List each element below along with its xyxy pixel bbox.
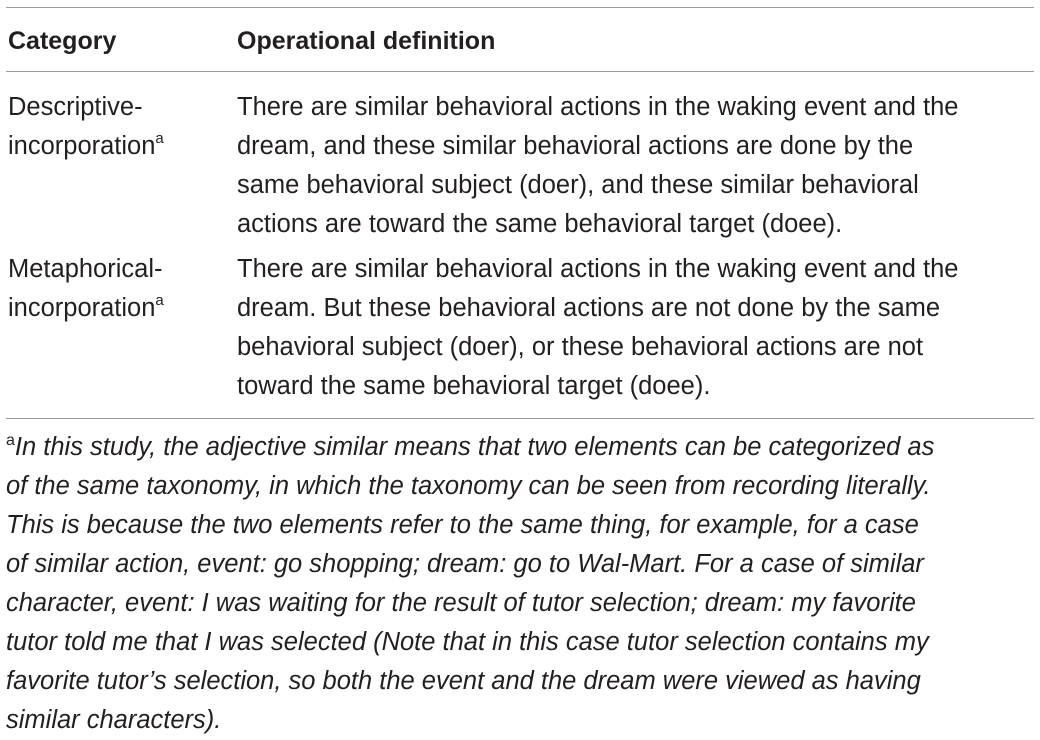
header-category: Category	[8, 27, 117, 55]
category-line	[8, 127, 233, 166]
definition-line: dream, and these similar behavioral actions are done by the	[237, 132, 914, 160]
definition-line: There are similar behavioral actions in the waking event and the	[237, 93, 959, 121]
footnote-line: favorite tutor’s selection, so both the event and the dream were viewed as having	[6, 667, 921, 695]
category-line: Metaphorical-	[8, 255, 163, 283]
definition-line: There are similar behavioral actions in the waking event and the	[237, 255, 959, 283]
category-text: incorporation	[8, 132, 156, 160]
definition-cell	[237, 88, 1037, 244]
definition-line: dream. But these behavioral actions are not done by the same	[237, 294, 941, 322]
footnote-line: of similar action, event: go shopping; dream: go to Wal-Mart. For a case of similar	[6, 550, 924, 578]
footnote-marker: a	[155, 130, 164, 147]
category-cell	[8, 88, 233, 166]
definition-line: same behavioral subject (doer), and these similar behavioral	[237, 171, 919, 199]
category-line	[8, 289, 233, 328]
definition-cell	[237, 250, 1037, 406]
footnote-line: character, event: I was waiting for the result of tutor selection; dream: my favorite	[6, 589, 916, 617]
footnote-line: tutor told me that I was selected (Note that in this case tutor selection contains my	[6, 628, 929, 656]
definition-line: actions are toward the same behavioral target (doee).	[237, 210, 843, 238]
top-rule	[6, 7, 1034, 8]
definition-line: behavioral subject (doer), or these behavioral actions are not	[237, 333, 924, 361]
footnote-text: In this study, the adjective similar means that two elements can be categorized as	[14, 433, 935, 461]
category-line: Descriptive-	[8, 93, 143, 121]
table-footnote	[6, 428, 1036, 740]
header-rule	[6, 71, 1034, 72]
footnote-line	[6, 428, 1036, 467]
header-operational-definition: Operational definition	[237, 27, 496, 55]
footnote-line: similar characters).	[6, 706, 222, 734]
footnote-marker: a	[6, 432, 15, 449]
definition-line: toward the same behavioral target (doee).	[237, 372, 711, 400]
bottom-rule	[6, 418, 1034, 419]
footnote-line: of the same taxonomy, in which the taxonomy can be seen from recording literally.	[6, 472, 931, 500]
category-cell	[8, 250, 233, 328]
footnote-marker: a	[155, 292, 164, 309]
footnote-line: This is because the two elements refer to the same thing, for example, for a case	[6, 511, 919, 539]
category-text: incorporation	[8, 294, 156, 322]
